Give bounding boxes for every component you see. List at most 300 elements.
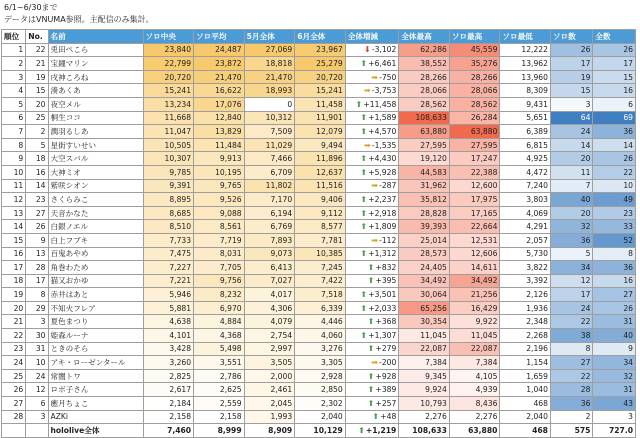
solo-avg-cell[interactable]: 3,551 [194, 356, 245, 370]
june-total-cell[interactable]: 8,577 [295, 220, 346, 234]
change-cell[interactable] [345, 138, 399, 152]
may-total-cell[interactable]: 3,505 [244, 356, 295, 370]
solo-min-cell[interactable]: 2,348 [500, 315, 551, 329]
solo-count-cell[interactable]: 22 [550, 369, 592, 383]
total-count-cell[interactable]: 10 [593, 179, 636, 193]
name-cell[interactable]: 不知火フレア [48, 301, 143, 315]
solo-median-cell[interactable]: 8,510 [143, 220, 194, 234]
solo-peak-cell[interactable]: 17,975 [449, 193, 500, 207]
name-cell[interactable]: 白銀ノエル [48, 220, 143, 234]
solo-min-cell[interactable]: 5,730 [500, 247, 551, 261]
solo-count-cell[interactable]: 8 [550, 342, 592, 356]
header-cell[interactable]: 5月全体 [244, 30, 295, 44]
peak-cell[interactable]: 24,405 [399, 261, 450, 275]
name-cell[interactable]: 夜空メル [48, 97, 143, 111]
solo-count-cell[interactable]: 24 [550, 301, 592, 315]
solo-count-cell[interactable]: 36 [550, 233, 592, 247]
change-cell[interactable] [345, 84, 399, 98]
no-cell[interactable]: 26 [26, 220, 48, 234]
solo-avg-cell[interactable]: 9,088 [194, 206, 245, 220]
no-cell[interactable]: 25 [26, 111, 48, 125]
name-cell[interactable]: ロボ子さん [48, 383, 143, 397]
solo-peak-cell[interactable]: 2,276 [449, 410, 500, 424]
solo-avg-cell[interactable]: 8,232 [194, 288, 245, 302]
solo-min-cell[interactable]: 6,389 [500, 125, 551, 139]
solo-min-cell[interactable]: 2,268 [500, 329, 551, 343]
rank-cell[interactable]: 11 [2, 179, 26, 193]
change-cell[interactable] [345, 220, 399, 234]
rank-cell[interactable]: 5 [2, 97, 26, 111]
total-count-cell[interactable]: 23 [593, 206, 636, 220]
solo-count-cell[interactable]: 40 [550, 193, 592, 207]
no-cell[interactable]: 3 [26, 410, 48, 424]
solo-peak-cell[interactable]: 4,939 [449, 383, 500, 397]
solo-min-cell[interactable]: 4,069 [500, 206, 551, 220]
may-total-cell[interactable]: 6,413 [244, 261, 295, 275]
june-total-cell[interactable]: 3,276 [295, 342, 346, 356]
solo-avg-cell[interactable]: 17,076 [194, 97, 245, 111]
solo-count-cell[interactable]: 17 [550, 57, 592, 71]
rank-cell[interactable]: 12 [2, 193, 26, 207]
may-total-cell[interactable]: 7,893 [244, 233, 295, 247]
solo-min-cell[interactable]: 3,392 [500, 274, 551, 288]
no-cell[interactable]: 10 [26, 356, 48, 370]
no-cell[interactable]: 8 [26, 288, 48, 302]
solo-count-cell[interactable]: 27 [550, 356, 592, 370]
rank-cell[interactable]: 7 [2, 125, 26, 139]
may-total-cell[interactable]: 18,993 [244, 84, 295, 98]
solo-median-cell[interactable]: 7,460 [143, 424, 194, 438]
solo-peak-cell[interactable]: 11,045 [449, 329, 500, 343]
name-cell[interactable]: 宝鐘マリン [48, 57, 143, 71]
may-total-cell[interactable]: 6,194 [244, 206, 295, 220]
solo-avg-cell[interactable]: 8,999 [194, 424, 245, 438]
header-cell[interactable]: 全数 [593, 30, 636, 44]
no-cell[interactable]: 2 [26, 125, 48, 139]
june-total-cell[interactable]: 2,302 [295, 397, 346, 411]
peak-cell[interactable]: 63,880 [399, 125, 450, 139]
solo-median-cell[interactable]: 11,668 [143, 111, 194, 125]
solo-peak-cell[interactable]: 12,531 [449, 233, 500, 247]
rank-cell[interactable]: 24 [2, 356, 26, 370]
header-cell[interactable]: No. [26, 30, 48, 44]
name-cell[interactable]: アキ・ローゼンタール [48, 356, 143, 370]
rank-cell[interactable]: 21 [2, 315, 26, 329]
june-total-cell[interactable]: 12,079 [295, 125, 346, 139]
header-cell[interactable]: ソロ最低 [500, 30, 551, 44]
june-total-cell[interactable]: 15,241 [295, 84, 346, 98]
total-count-cell[interactable]: 40 [593, 329, 636, 343]
total-count-cell[interactable]: 69 [593, 111, 636, 125]
solo-count-cell[interactable]: 26 [550, 43, 592, 57]
no-cell[interactable]: 18 [26, 152, 48, 166]
name-cell[interactable]: hololive全体 [48, 424, 143, 438]
total-count-cell[interactable]: 22 [593, 165, 636, 179]
solo-count-cell[interactable]: 14 [550, 138, 592, 152]
may-total-cell[interactable]: 2,000 [244, 369, 295, 383]
solo-median-cell[interactable]: 3,260 [143, 356, 194, 370]
peak-cell[interactable]: 39,393 [399, 220, 450, 234]
may-total-cell[interactable]: 10,312 [244, 111, 295, 125]
solo-median-cell[interactable]: 22,799 [143, 57, 194, 71]
total-count-cell[interactable]: 43 [593, 397, 636, 411]
solo-min-cell[interactable]: 7,240 [500, 179, 551, 193]
total-count-cell[interactable]: 26 [593, 43, 636, 57]
header-cell[interactable]: ソロ中央 [143, 30, 194, 44]
rank-cell[interactable]: 22 [2, 329, 26, 343]
solo-min-cell[interactable]: 13,962 [500, 57, 551, 71]
change-cell[interactable] [345, 261, 399, 275]
june-total-cell[interactable]: 7,518 [295, 288, 346, 302]
change-cell[interactable] [345, 301, 399, 315]
solo-median-cell[interactable]: 2,825 [143, 369, 194, 383]
may-total-cell[interactable]: 11,029 [244, 138, 295, 152]
name-cell[interactable]: 癒月ちょこ [48, 397, 143, 411]
june-total-cell[interactable]: 7,422 [295, 274, 346, 288]
total-count-cell[interactable]: 52 [593, 233, 636, 247]
name-cell[interactable]: 角巻わため [48, 261, 143, 275]
solo-avg-cell[interactable]: 12,840 [194, 111, 245, 125]
change-cell[interactable] [345, 179, 399, 193]
change-cell[interactable] [345, 424, 399, 438]
rank-cell[interactable]: 20 [2, 301, 26, 315]
peak-cell[interactable]: 28,266 [399, 70, 450, 84]
solo-peak-cell[interactable]: 34,492 [449, 274, 500, 288]
change-cell[interactable] [345, 288, 399, 302]
total-count-cell[interactable]: 16 [593, 274, 636, 288]
name-cell[interactable]: 常闇トワ [48, 369, 143, 383]
total-count-cell[interactable]: 36 [593, 125, 636, 139]
solo-peak-cell[interactable]: 22,388 [449, 165, 500, 179]
solo-avg-cell[interactable]: 9,526 [194, 193, 245, 207]
june-total-cell[interactable]: 3,305 [295, 356, 346, 370]
solo-peak-cell[interactable]: 16,429 [449, 301, 500, 315]
june-total-cell[interactable]: 11,901 [295, 111, 346, 125]
total-count-cell[interactable]: 27 [593, 288, 636, 302]
no-cell[interactable]: 6 [26, 397, 48, 411]
total-count-cell[interactable]: 34 [593, 356, 636, 370]
solo-median-cell[interactable]: 5,881 [143, 301, 194, 315]
june-total-cell[interactable]: 7,245 [295, 261, 346, 275]
may-total-cell[interactable]: 1,993 [244, 410, 295, 424]
solo-min-cell[interactable]: 2,057 [500, 233, 551, 247]
may-total-cell[interactable]: 7,466 [244, 152, 295, 166]
header-cell[interactable]: ソロ最高 [449, 30, 500, 44]
name-cell[interactable]: 夏色まつり [48, 315, 143, 329]
change-cell[interactable] [345, 356, 399, 370]
peak-cell[interactable]: 25,014 [399, 233, 450, 247]
solo-min-cell[interactable]: 13,960 [500, 70, 551, 84]
peak-cell[interactable]: 9,345 [399, 369, 450, 383]
solo-avg-cell[interactable]: 4,884 [194, 315, 245, 329]
solo-avg-cell[interactable]: 2,559 [194, 397, 245, 411]
change-cell[interactable] [345, 43, 399, 57]
total-count-cell[interactable]: 16 [593, 84, 636, 98]
total-count-cell[interactable]: 49 [593, 193, 636, 207]
solo-median-cell[interactable]: 7,227 [143, 261, 194, 275]
no-cell[interactable]: 21 [26, 57, 48, 71]
rank-cell[interactable]: 19 [2, 288, 26, 302]
solo-avg-cell[interactable]: 16,622 [194, 84, 245, 98]
june-total-cell[interactable]: 9,406 [295, 193, 346, 207]
peak-cell[interactable]: 62,286 [399, 43, 450, 57]
may-total-cell[interactable]: 4,017 [244, 288, 295, 302]
change-cell[interactable] [345, 111, 399, 125]
solo-peak-cell[interactable]: 7,384 [449, 356, 500, 370]
peak-cell[interactable]: 38,552 [399, 57, 450, 71]
name-cell[interactable]: 大空スバル [48, 152, 143, 166]
solo-count-cell[interactable]: 2 [550, 410, 592, 424]
total-count-cell[interactable]: 32 [593, 369, 636, 383]
may-total-cell[interactable]: 2,045 [244, 397, 295, 411]
no-cell[interactable]: 28 [26, 261, 48, 275]
rank-cell[interactable]: 1 [2, 43, 26, 57]
solo-min-cell[interactable]: 4,472 [500, 165, 551, 179]
total-count-cell[interactable]: 6 [593, 97, 636, 111]
solo-median-cell[interactable]: 15,241 [143, 84, 194, 98]
peak-cell[interactable]: 31,962 [399, 179, 450, 193]
rank-cell[interactable]: 6 [2, 111, 26, 125]
no-cell[interactable]: 16 [26, 165, 48, 179]
solo-median-cell[interactable]: 3,428 [143, 342, 194, 356]
no-cell[interactable]: 27 [26, 206, 48, 220]
solo-count-cell[interactable]: 34 [550, 261, 592, 275]
solo-peak-cell[interactable]: 17,247 [449, 152, 500, 166]
june-total-cell[interactable]: 2,928 [295, 369, 346, 383]
solo-peak-cell[interactable]: 63,880 [449, 125, 500, 139]
solo-count-cell[interactable]: 36 [550, 397, 592, 411]
may-total-cell[interactable]: 0 [244, 97, 295, 111]
solo-median-cell[interactable]: 5,946 [143, 288, 194, 302]
peak-cell[interactable]: 11,045 [399, 329, 450, 343]
rank-cell[interactable]: 13 [2, 206, 26, 220]
no-cell[interactable]: 29 [26, 301, 48, 315]
solo-avg-cell[interactable]: 2,786 [194, 369, 245, 383]
solo-peak-cell[interactable]: 22,664 [449, 220, 500, 234]
solo-count-cell[interactable]: 28 [550, 383, 592, 397]
name-cell[interactable]: 猫又おかゆ [48, 274, 143, 288]
solo-avg-cell[interactable]: 8,031 [194, 247, 245, 261]
may-total-cell[interactable]: 18,818 [244, 57, 295, 71]
solo-count-cell[interactable]: 17 [550, 288, 592, 302]
change-cell[interactable] [345, 57, 399, 71]
solo-median-cell[interactable]: 4,638 [143, 315, 194, 329]
solo-count-cell[interactable]: 3 [550, 97, 592, 111]
june-total-cell[interactable]: 6,339 [295, 301, 346, 315]
rank-cell[interactable]: 16 [2, 247, 26, 261]
total-count-cell[interactable]: 36 [593, 261, 636, 275]
peak-cell[interactable]: 27,595 [399, 138, 450, 152]
solo-min-cell[interactable]: 2,196 [500, 342, 551, 356]
june-total-cell[interactable]: 11,516 [295, 179, 346, 193]
may-total-cell[interactable]: 7,509 [244, 125, 295, 139]
change-cell[interactable] [345, 397, 399, 411]
change-cell[interactable] [345, 247, 399, 261]
name-cell[interactable]: 潤羽るしあ [48, 125, 143, 139]
peak-cell[interactable]: 28,828 [399, 206, 450, 220]
change-cell[interactable] [345, 165, 399, 179]
name-cell[interactable]: 赤井はあと [48, 288, 143, 302]
peak-cell[interactable]: 30,354 [399, 315, 450, 329]
no-cell[interactable]: 24 [26, 369, 48, 383]
solo-min-cell[interactable]: 5,651 [500, 111, 551, 125]
no-cell[interactable]: 14 [26, 179, 48, 193]
solo-median-cell[interactable]: 10,505 [143, 138, 194, 152]
total-count-cell[interactable]: 33 [593, 220, 636, 234]
solo-min-cell[interactable]: 9,431 [500, 97, 551, 111]
peak-cell[interactable]: 22,087 [399, 342, 450, 356]
may-total-cell[interactable]: 8,909 [244, 424, 295, 438]
total-count-cell[interactable]: 31 [593, 315, 636, 329]
solo-min-cell[interactable]: 1,659 [500, 369, 551, 383]
name-cell[interactable]: 姫森ルーナ [48, 329, 143, 343]
peak-cell[interactable]: 44,583 [399, 165, 450, 179]
may-total-cell[interactable]: 2,461 [244, 383, 295, 397]
change-cell[interactable] [345, 315, 399, 329]
solo-avg-cell[interactable]: 13,829 [194, 125, 245, 139]
peak-cell[interactable]: 2,276 [399, 410, 450, 424]
name-cell[interactable]: 紫咲シオン [48, 179, 143, 193]
name-cell[interactable]: 星街すいせい [48, 138, 143, 152]
may-total-cell[interactable]: 21,470 [244, 70, 295, 84]
header-cell[interactable]: ソロ数 [550, 30, 592, 44]
june-total-cell[interactable]: 9,494 [295, 138, 346, 152]
june-total-cell[interactable]: 4,060 [295, 329, 346, 343]
solo-count-cell[interactable]: 20 [550, 152, 592, 166]
solo-median-cell[interactable]: 10,307 [143, 152, 194, 166]
total-count-cell[interactable]: 14 [593, 138, 636, 152]
solo-avg-cell[interactable]: 11,484 [194, 138, 245, 152]
rank-cell[interactable]: 26 [2, 383, 26, 397]
change-cell[interactable] [345, 383, 399, 397]
no-cell[interactable]: 5 [26, 138, 48, 152]
total-count-cell[interactable]: 15 [593, 70, 636, 84]
solo-peak-cell[interactable]: 4,105 [449, 369, 500, 383]
solo-min-cell[interactable]: 2,040 [500, 410, 551, 424]
solo-median-cell[interactable]: 7,475 [143, 247, 194, 261]
solo-median-cell[interactable]: 7,221 [143, 274, 194, 288]
peak-cell[interactable]: 28,573 [399, 247, 450, 261]
name-cell[interactable]: ときのそら [48, 342, 143, 356]
may-total-cell[interactable]: 7,170 [244, 193, 295, 207]
solo-peak-cell[interactable]: 22,087 [449, 342, 500, 356]
solo-min-cell[interactable]: 3,822 [500, 261, 551, 275]
may-total-cell[interactable]: 2,754 [244, 329, 295, 343]
solo-median-cell[interactable]: 23,840 [143, 43, 194, 57]
peak-cell[interactable]: 7,384 [399, 356, 450, 370]
solo-avg-cell[interactable]: 9,913 [194, 152, 245, 166]
no-cell[interactable]: 30 [26, 329, 48, 343]
solo-median-cell[interactable]: 9,391 [143, 179, 194, 193]
solo-min-cell[interactable]: 4,925 [500, 152, 551, 166]
may-total-cell[interactable]: 4,306 [244, 301, 295, 315]
june-total-cell[interactable]: 10,385 [295, 247, 346, 261]
no-cell[interactable]: 20 [26, 97, 48, 111]
total-count-cell[interactable]: 31 [593, 383, 636, 397]
solo-min-cell[interactable]: 4,291 [500, 220, 551, 234]
name-cell[interactable]: 兎田ぺこら [48, 43, 143, 57]
june-total-cell[interactable]: 12,637 [295, 165, 346, 179]
change-cell[interactable] [345, 152, 399, 166]
rank-cell[interactable] [2, 424, 26, 438]
name-cell[interactable]: AZKi [48, 410, 143, 424]
solo-peak-cell[interactable]: 35,276 [449, 57, 500, 71]
peak-cell[interactable]: 34,492 [399, 274, 450, 288]
solo-median-cell[interactable]: 13,234 [143, 97, 194, 111]
solo-min-cell[interactable]: 12,222 [500, 43, 551, 57]
june-total-cell[interactable]: 20,720 [295, 70, 346, 84]
rank-cell[interactable]: 14 [2, 220, 26, 234]
may-total-cell[interactable]: 9,073 [244, 247, 295, 261]
rank-cell[interactable]: 17 [2, 261, 26, 275]
rank-cell[interactable]: 25 [2, 369, 26, 383]
solo-count-cell[interactable]: 575 [550, 424, 592, 438]
peak-cell[interactable]: 65,256 [399, 301, 450, 315]
no-cell[interactable]: 19 [26, 70, 48, 84]
header-cell[interactable]: 名前 [48, 30, 143, 44]
no-cell[interactable]: 9 [26, 233, 48, 247]
solo-peak-cell[interactable]: 28,066 [449, 84, 500, 98]
solo-peak-cell[interactable]: 9,922 [449, 315, 500, 329]
no-cell[interactable]: 13 [26, 247, 48, 261]
solo-min-cell[interactable]: 468 [500, 424, 551, 438]
no-cell[interactable]: 15 [26, 84, 48, 98]
solo-count-cell[interactable]: 19 [550, 70, 592, 84]
change-cell[interactable] [345, 193, 399, 207]
solo-min-cell[interactable]: 1,040 [500, 383, 551, 397]
solo-avg-cell[interactable]: 9,765 [194, 179, 245, 193]
solo-count-cell[interactable]: 7 [550, 179, 592, 193]
solo-median-cell[interactable]: 2,617 [143, 383, 194, 397]
june-total-cell[interactable]: 2,850 [295, 383, 346, 397]
solo-peak-cell[interactable]: 26,284 [449, 111, 500, 125]
may-total-cell[interactable]: 7,027 [244, 274, 295, 288]
solo-count-cell[interactable]: 20 [550, 206, 592, 220]
may-total-cell[interactable]: 4,079 [244, 315, 295, 329]
change-cell[interactable] [345, 329, 399, 343]
header-cell[interactable]: 順位 [2, 30, 26, 44]
solo-avg-cell[interactable]: 7,705 [194, 261, 245, 275]
june-total-cell[interactable]: 11,896 [295, 152, 346, 166]
solo-count-cell[interactable]: 5 [550, 247, 592, 261]
solo-peak-cell[interactable]: 8,436 [449, 397, 500, 411]
solo-min-cell[interactable]: 8,309 [500, 84, 551, 98]
may-total-cell[interactable]: 11,802 [244, 179, 295, 193]
change-cell[interactable] [345, 125, 399, 139]
change-cell[interactable] [345, 410, 399, 424]
june-total-cell[interactable]: 2,040 [295, 410, 346, 424]
solo-median-cell[interactable]: 9,785 [143, 165, 194, 179]
peak-cell[interactable]: 108,633 [399, 424, 450, 438]
peak-cell[interactable]: 19,120 [399, 152, 450, 166]
name-cell[interactable]: 桐生ココ [48, 111, 143, 125]
solo-median-cell[interactable]: 8,685 [143, 206, 194, 220]
peak-cell[interactable]: 10,793 [399, 397, 450, 411]
peak-cell[interactable]: 30,064 [399, 288, 450, 302]
solo-avg-cell[interactable]: 4,368 [194, 329, 245, 343]
peak-cell[interactable]: 108,633 [399, 111, 450, 125]
solo-min-cell[interactable]: 468 [500, 397, 551, 411]
solo-avg-cell[interactable]: 24,487 [194, 43, 245, 57]
rank-cell[interactable]: 10 [2, 165, 26, 179]
june-total-cell[interactable]: 9,112 [295, 206, 346, 220]
solo-min-cell[interactable]: 1,154 [500, 356, 551, 370]
rank-cell[interactable]: 4 [2, 84, 26, 98]
solo-avg-cell[interactable]: 8,561 [194, 220, 245, 234]
rank-cell[interactable]: 18 [2, 274, 26, 288]
no-cell[interactable]: 23 [26, 193, 48, 207]
solo-min-cell[interactable]: 6,815 [500, 138, 551, 152]
